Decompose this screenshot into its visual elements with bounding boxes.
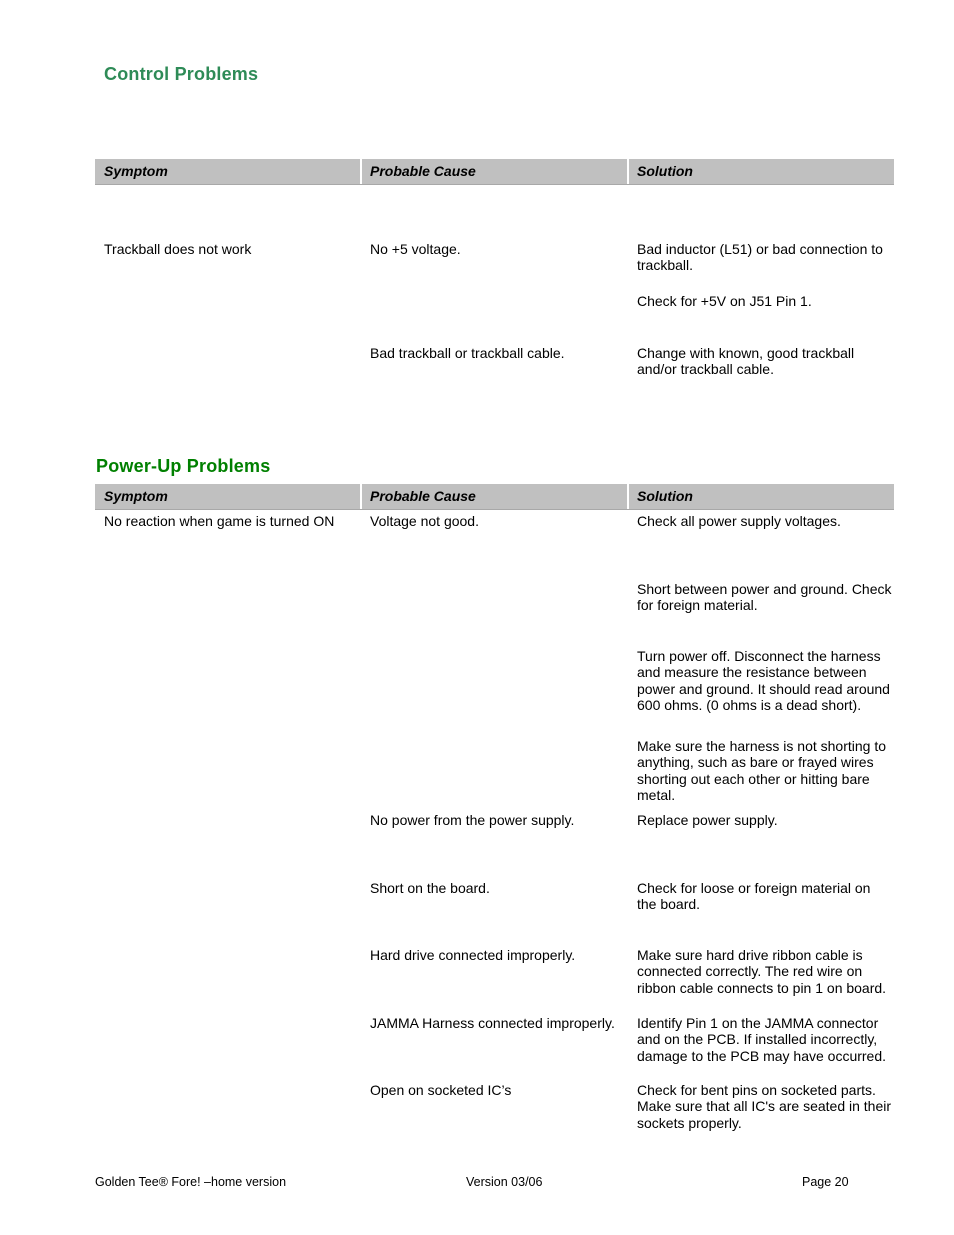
powerup-table-header	[95, 484, 894, 510]
solution-cell: Identify Pin 1 on the JAMMA connector and on the PCB. If installed incorrectly, damage to the PCB may have occurred.	[637, 1015, 887, 1064]
symptom-cell: Trackball does not work	[104, 241, 252, 257]
header-probable-cause: Probable Cause	[370, 163, 476, 179]
cause-cell: Voltage not good.	[370, 513, 479, 529]
solution-cell: Check all power supply voltages.	[637, 513, 841, 529]
solution-cell: Make sure hard drive ribbon cable is connected correctly. The red wire on ribbon cable connects to pin 1 on board.	[637, 947, 887, 996]
control-table-header	[95, 159, 894, 185]
cause-cell: JAMMA Harness connected improperly.	[370, 1015, 615, 1031]
header-divider	[627, 159, 629, 184]
solution-cell: Short between power and ground. Check for foreign material.	[637, 581, 892, 614]
solution-cell: Replace power supply.	[637, 812, 778, 828]
header-solution: Solution	[637, 488, 693, 504]
footer-title: Golden Tee® Fore! –home version	[95, 1175, 287, 1189]
cause-cell: Short on the board.	[370, 880, 490, 896]
solution-cell: Make sure the harness is not shorting to anything, such as bare or frayed wires shorting out each other or hitting bare metal.	[637, 738, 887, 804]
solution-cell: Check for bent pins on socketed parts. Make sure that all IC's are seated in their sockets properly.	[637, 1082, 892, 1131]
solution-cell: Bad inductor (L51) or bad connection to trackball.	[637, 241, 883, 274]
header-divider	[627, 484, 629, 509]
footer-version: Version 03/06	[466, 1175, 543, 1189]
cause-cell: No power from the power supply.	[370, 812, 575, 828]
cause-cell: Hard drive connected improperly.	[370, 947, 576, 963]
header-probable-cause: Probable Cause	[370, 488, 476, 504]
solution-cell: Turn power off. Disconnect the harness and measure the resistance between power and ground. It should read around 600 ohms. (0 ohms is a dead short).	[637, 648, 890, 714]
header-solution: Solution	[637, 163, 693, 179]
control-problems-heading: Control Problems	[104, 64, 259, 84]
cause-cell: No +5 voltage.	[370, 241, 461, 257]
footer-page-number: Page 20	[802, 1175, 849, 1189]
solution-cell: Change with known, good trackball and/or trackball cable.	[637, 345, 855, 378]
symptom-cell: No reaction when game is turned ON	[104, 513, 335, 529]
solution-cell: Check for loose or foreign material on the board.	[637, 880, 871, 913]
solution-cell: Check for +5V on J51 Pin 1.	[637, 293, 812, 309]
cause-cell: Open on socketed IC’s	[370, 1082, 512, 1098]
header-symptom: Symptom	[104, 488, 168, 504]
power-up-problems-heading: Power-Up Problems	[96, 456, 271, 476]
header-divider	[360, 159, 362, 184]
cause-cell: Bad trackball or trackball cable.	[370, 345, 565, 361]
header-divider	[360, 484, 362, 509]
header-symptom: Symptom	[104, 163, 168, 179]
